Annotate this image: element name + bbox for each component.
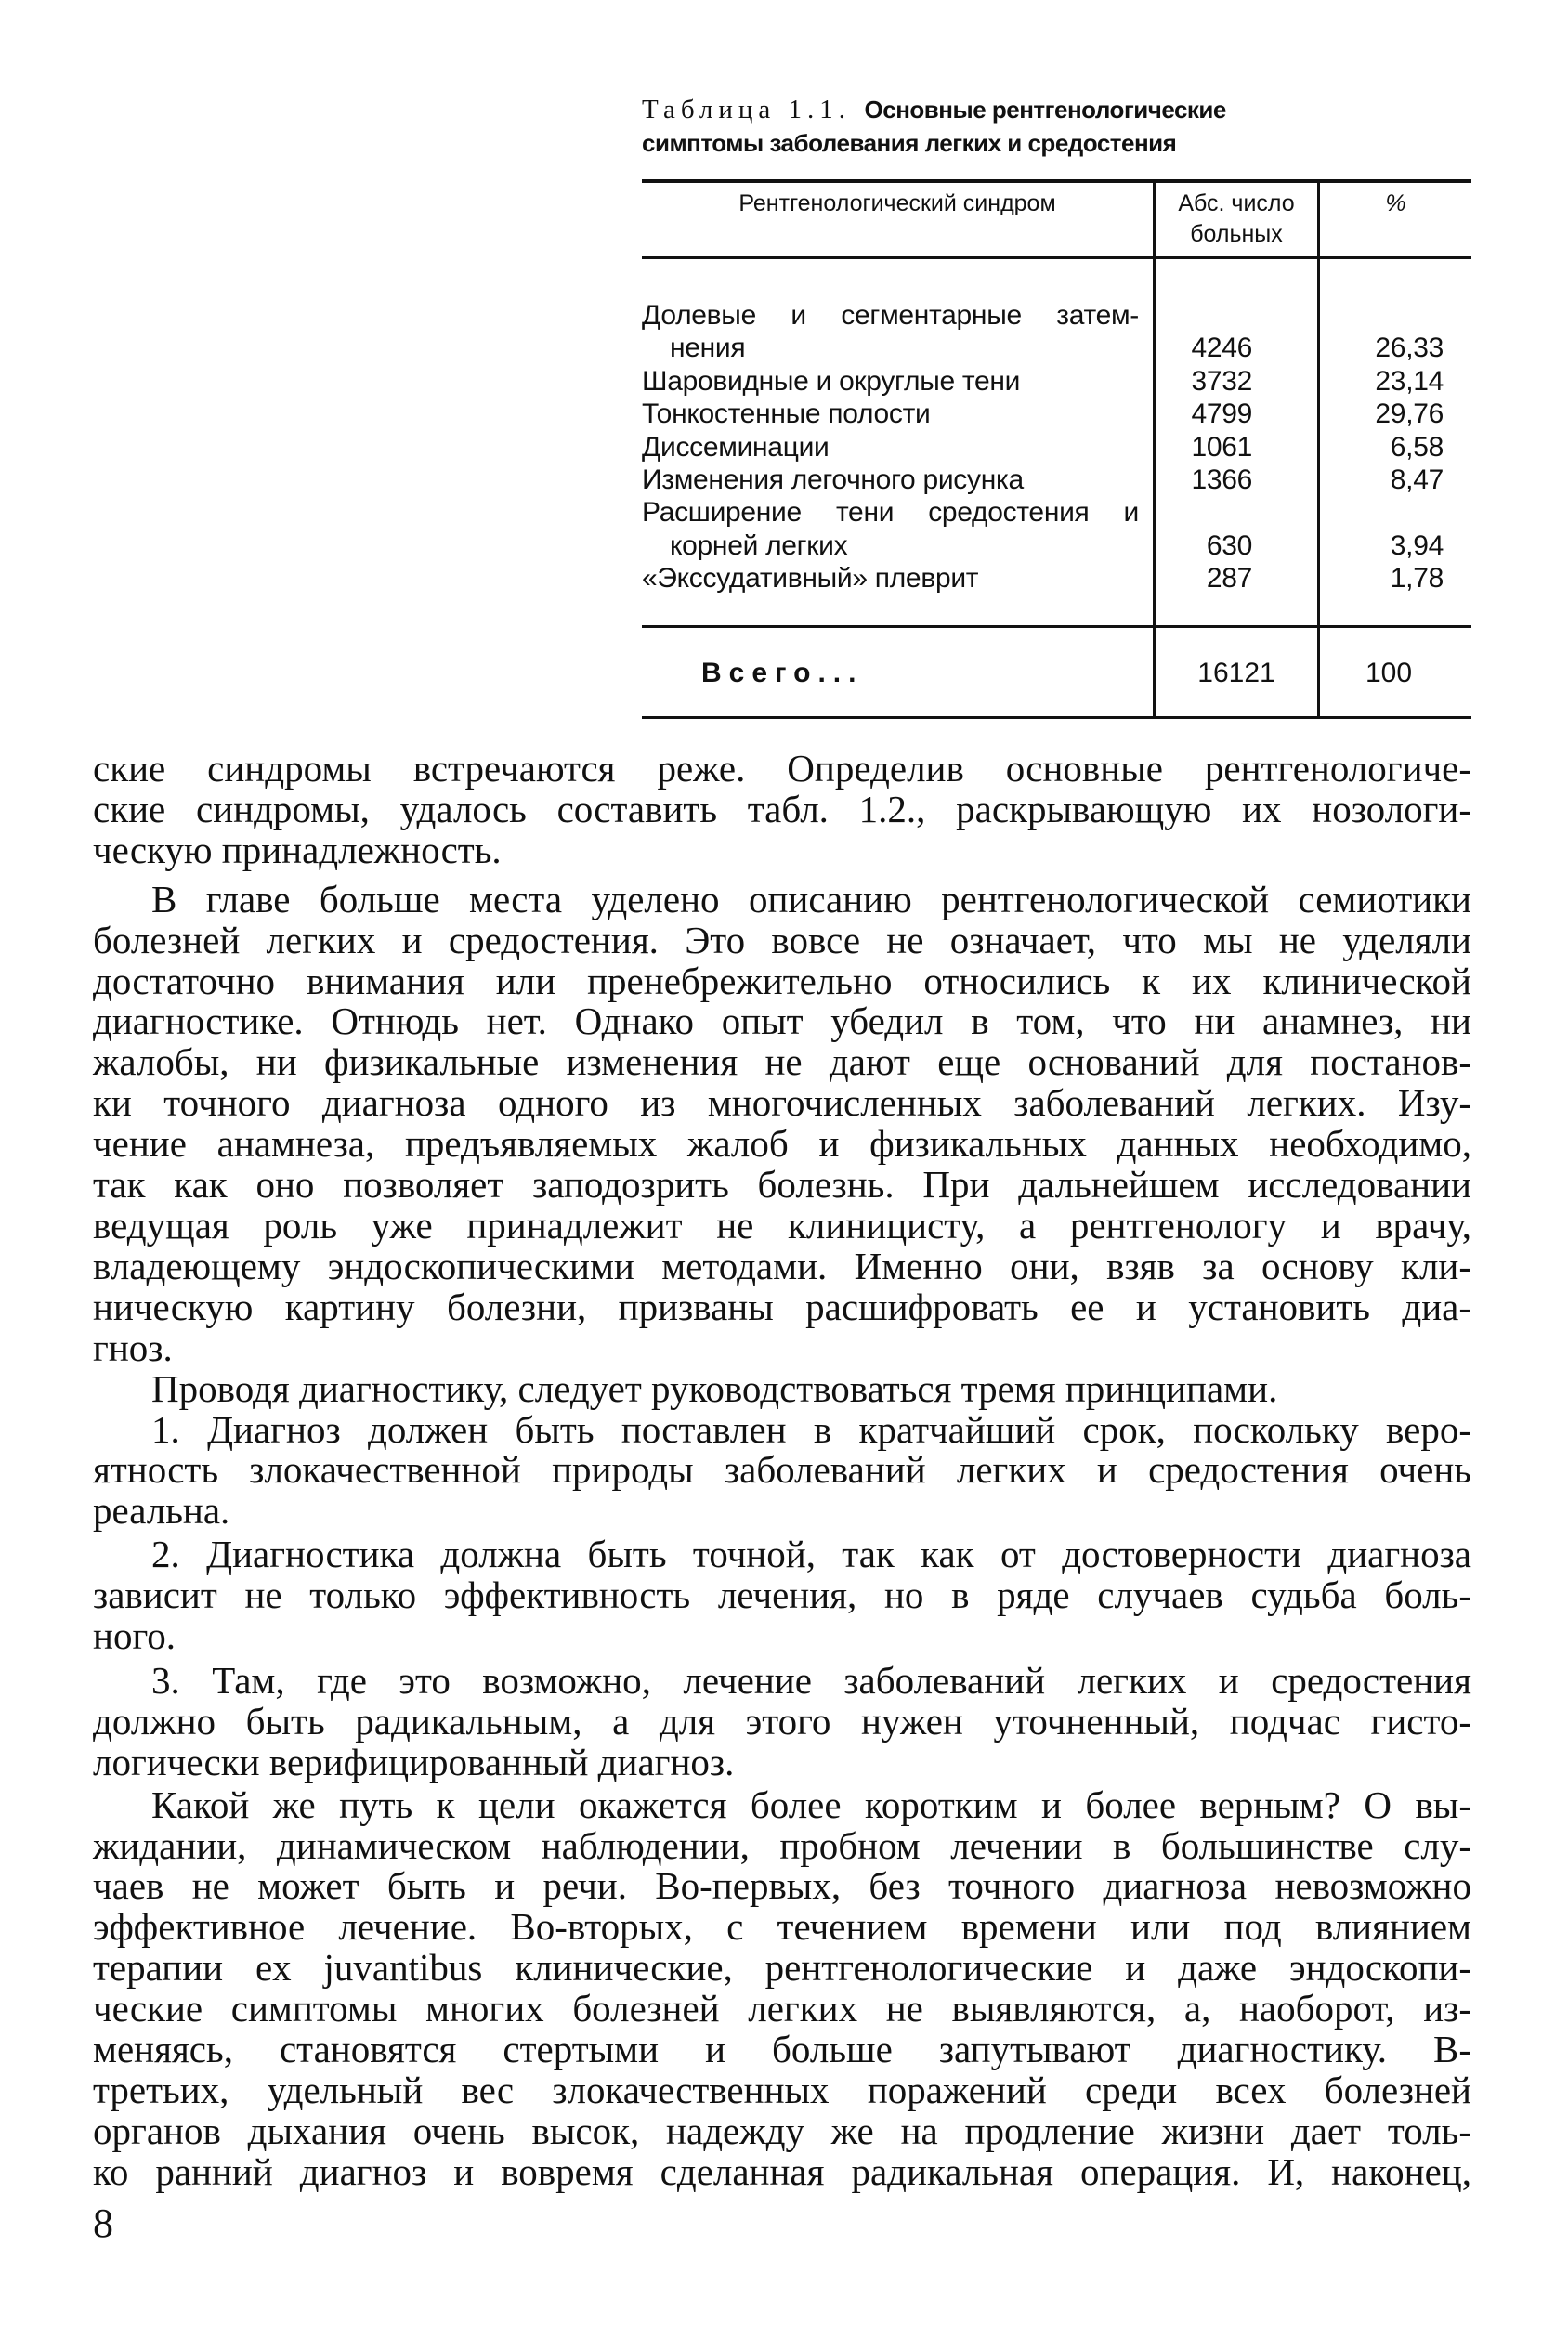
table-row (642, 398, 1471, 430)
paragraph (93, 1407, 1471, 1533)
table-row (642, 496, 1471, 562)
header-abs-line-2: больных (1190, 221, 1283, 247)
text-line: жалобы, ни физикальные изменения не дают еще оснований для постанов- (93, 1040, 1471, 1084)
abs-count-cell: 3732 (1191, 365, 1252, 397)
percent-cell: 1,78 (1390, 563, 1444, 594)
table-title-line-1: Основные рентгенологические (864, 96, 1226, 124)
text-line: меняясь, становятся стертыми и больше запутывают диагностику. В- (93, 2028, 1471, 2071)
total-label: Всего... (701, 658, 864, 688)
syndrome-name (642, 496, 1139, 562)
table-body (642, 299, 1471, 595)
syndrome-name-line: Тонкостенные полости (642, 398, 931, 430)
text-line: 2. Диагностика должна быть точной, так как от достоверности диагноза (151, 1533, 1471, 1576)
syndrome-name-line: Долевые и сегментарные затем- (642, 300, 1139, 331)
abs-count-cell: 287 (1206, 563, 1252, 594)
syndrome-name-line: Расширение тени средостения и (642, 497, 1139, 529)
header-percent: % (1385, 190, 1406, 216)
percent-cell: 6,58 (1390, 431, 1444, 463)
text-line: чение анамнеза, предъявляемых жалоб и физикальных данных необходимо, (93, 1122, 1471, 1166)
body-text (93, 749, 1471, 2193)
page-number: 8 (93, 2200, 113, 2246)
table-label: Таблица 1.1. (642, 95, 852, 124)
abs-count-cell: 630 (1206, 529, 1252, 561)
syndrome-name (642, 398, 1139, 430)
syndrome-name (642, 299, 1139, 365)
text-line: логически верифицированный диагноз. (93, 1740, 735, 1783)
syndrome-name (642, 562, 1139, 594)
text-line: ническую картину болезни, призваны расшифровать ее и установить диа- (93, 1285, 1471, 1328)
text-line: эффективное лечение. Во-вторых, с течением времени или под влиянием (93, 1905, 1471, 1949)
text-line: владеющему эндоскопическими методами. Именно они, взяв за основу кли- (93, 1244, 1471, 1287)
text-line: реальна. (93, 1489, 230, 1533)
text-line: ческие симптомы многих болезней легких не выявляются, а, наоборот, из- (93, 1987, 1471, 2030)
percent-cell: 26,33 (1375, 333, 1444, 364)
abs-count-cell: 4799 (1191, 398, 1252, 430)
table-row (642, 299, 1471, 365)
text-line: В главе больше места уделено описанию рентгенологической семиотики (151, 877, 1471, 920)
syndrome-name-line: Шаровидные и округлые тени (642, 365, 1021, 397)
text-line: 1. Диагноз должен быть поставлен в кратчайший срок, поскольку веро- (151, 1407, 1471, 1451)
syndrome-name-line: корней легких (670, 529, 848, 561)
table-row (642, 365, 1471, 398)
paragraph (93, 1534, 1471, 1657)
table-top-rule (642, 179, 1471, 183)
text-line: так как оно позволяет заподозрить болезнь. При дальнейшем исследовании (93, 1163, 1471, 1207)
text-line: болезней легких и средостения. Это вовсе не означает, что мы не уделяли (93, 918, 1471, 961)
text-line: ские синдромы встречаются реже. Определив основные рентгенологиче- (93, 747, 1471, 790)
text-line: ко ранний диагноз и вовремя сделанная радикальная операция. И, наконец, (93, 2149, 1471, 2193)
total-pct: 100 (1365, 658, 1413, 688)
percent-cell: 29,76 (1375, 398, 1444, 430)
text-line: чаев не может быть и речи. Во-первых, без точного диагноза невозможно (93, 1864, 1471, 1908)
abs-count-cell: 1061 (1191, 431, 1252, 463)
table-total-rule (642, 625, 1471, 628)
text-line: органов дыхания очень высок, надежду же на продление жизни дает толь- (93, 2108, 1471, 2152)
text-line: зависит не только эффективность лечения, но в ряде случаев судьба боль- (93, 1573, 1471, 1617)
text-line: ятность злокачественной природы заболеваний легких и средостения очень (93, 1448, 1471, 1492)
paragraph (93, 1658, 1471, 1783)
header-abs-count (1156, 189, 1317, 250)
text-line: ведущая роль уже принадлежит не клиницисту, а рентгенологу и врачу, (93, 1203, 1471, 1247)
text-line: гноз. (93, 1325, 173, 1369)
table-caption (642, 93, 1478, 160)
text-line: Какой же путь к цели окажется более коротким и более верным? О вы- (151, 1782, 1471, 1826)
paragraph (93, 749, 1471, 871)
percent-cell: 23,14 (1375, 365, 1444, 397)
table-bottom-rule (642, 716, 1471, 719)
total-abs: 16121 (1197, 658, 1275, 688)
syndrome-name-line: Диссеминации (642, 431, 830, 463)
abs-count-cell: 1366 (1191, 464, 1252, 496)
paragraph (93, 1366, 1471, 1410)
table-row (642, 562, 1471, 594)
table-row (642, 431, 1471, 463)
syndrome-name (642, 365, 1139, 398)
table-row (642, 463, 1471, 496)
text-line: ские синдромы, удалось составить табл. 1.2., раскрывающую их нозологи- (93, 787, 1471, 830)
text-line: 3. Там, где это возможно, лечение заболеваний легких и средостения (151, 1658, 1471, 1702)
syndrome-name (642, 431, 1139, 463)
syndrome-name-line: «Экссудативный» плеврит (642, 563, 979, 594)
percent-cell: 3,94 (1390, 529, 1444, 561)
paragraph (93, 1782, 1471, 2193)
syndrome-name-line: Изменения легочного рисунка (642, 464, 1024, 496)
text-line: ки точного диагноза одного из многочисленных заболеваний легких. Изу- (93, 1081, 1471, 1125)
percent-cell: 8,47 (1390, 464, 1444, 496)
text-line: диагностике. Отнюдь нет. Однако опыт убедил в том, что ни анамнез, ни (93, 999, 1471, 1043)
table-title-line-2: симптомы заболевания легких и средостения (642, 129, 1177, 157)
text-line: третьих, удельный вес злокачественных поражений среди всех болезней (93, 2069, 1471, 2111)
text-line: ного. (93, 1614, 176, 1658)
text-line: должно быть радикальным, а для этого нужен уточненный, подчас гисто- (93, 1699, 1471, 1743)
text-line: достаточно внимания или пренебрежительно относились к их клинической (93, 959, 1471, 1002)
paragraph (93, 877, 1471, 1369)
table-header-rule (642, 256, 1471, 259)
text-line: жидании, динамическом наблюдении, пробном лечении в большинстве слу- (93, 1823, 1471, 1867)
text-line: ческую принадлежность. (93, 828, 502, 871)
text-line: Проводя диагностику, следует руководствоваться тремя принципами. (151, 1366, 1278, 1410)
syndrome-name-line: нения (670, 333, 746, 364)
abs-count-cell: 4246 (1191, 333, 1252, 364)
text-line: терапии ex juvantibus клинические, рентгенологические и даже эндоскопи- (93, 1946, 1471, 1990)
syndrome-name (642, 463, 1139, 496)
header-syndrome: Рентгенологический синдром (738, 190, 1056, 216)
header-abs-line-1: Абс. число (1178, 190, 1295, 216)
